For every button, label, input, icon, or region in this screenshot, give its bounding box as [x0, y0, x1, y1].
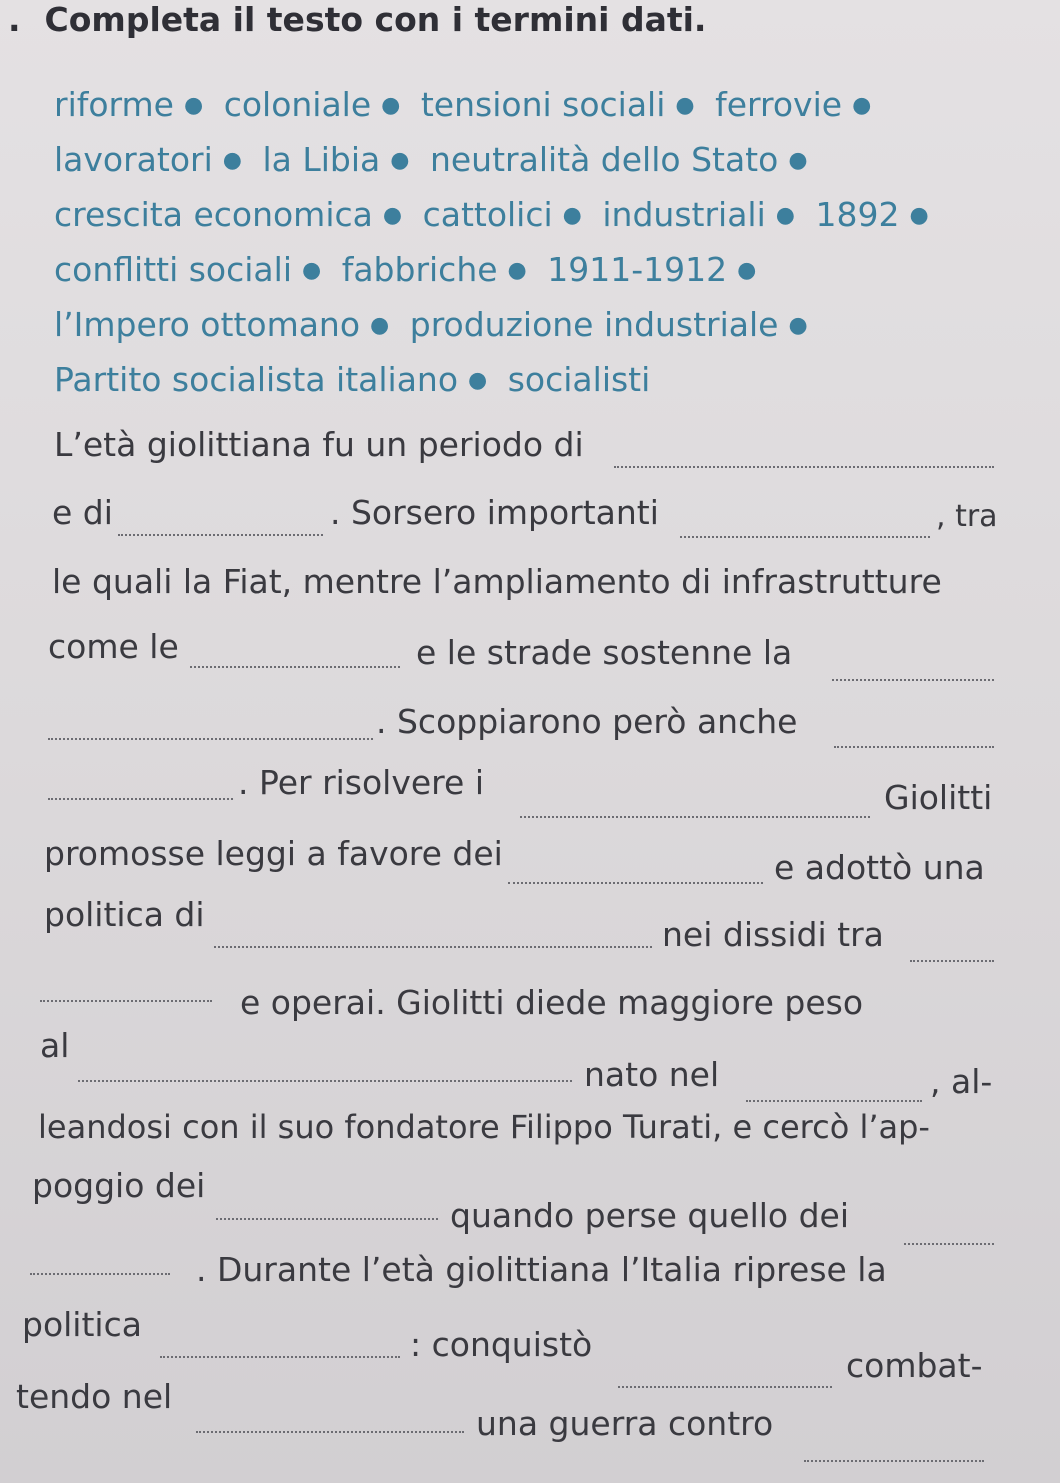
- blank-2[interactable]: [118, 534, 323, 536]
- bullet-separator-icon: ●: [222, 148, 242, 173]
- blank-16[interactable]: [216, 1218, 438, 1220]
- bullet-separator-icon: ●: [675, 93, 695, 118]
- text-line: Giolitti: [884, 778, 993, 817]
- bullet-separator-icon: ●: [468, 368, 488, 393]
- blank-19[interactable]: [160, 1356, 400, 1358]
- bullet-separator-icon: ●: [788, 148, 808, 173]
- bullet-separator-icon: ●: [852, 93, 872, 118]
- blank-1[interactable]: [614, 466, 994, 468]
- bullet-separator-icon: ●: [507, 258, 527, 283]
- blank-11[interactable]: [214, 946, 652, 948]
- blank-22[interactable]: [804, 1460, 984, 1462]
- word-bank-term: produzione industriale: [409, 305, 779, 344]
- text-line: al: [40, 1026, 70, 1065]
- word-bank-term: 1892: [815, 195, 900, 234]
- word-bank-term: Partito socialista italiano: [54, 360, 459, 399]
- word-bank-term: industriali: [602, 195, 766, 234]
- word-bank-term: tensioni sociali: [420, 85, 666, 124]
- text-line: nato nel: [584, 1055, 720, 1094]
- exercise-title: Completa il testo con i termini dati.: [44, 0, 707, 39]
- blank-17[interactable]: [904, 1243, 994, 1245]
- word-bank-term: la Libia: [262, 140, 381, 179]
- text-line: politica di: [44, 895, 205, 934]
- text-line: . Scoppiarono però anche: [376, 702, 798, 741]
- word-bank-term: neutralità dello Stato: [429, 140, 779, 179]
- text-line: , al-: [930, 1062, 993, 1101]
- word-bank-term: crescita economica: [54, 195, 373, 234]
- text-line: , tra: [936, 499, 998, 534]
- word-bank-term: riforme: [54, 85, 174, 124]
- word-bank-term: ferrovie: [715, 85, 843, 124]
- blank-15[interactable]: [746, 1100, 922, 1102]
- text-line: leandosi con il suo fondatore Filippo Turati, e cercò l’ap-: [38, 1108, 930, 1146]
- word-bank-term: coloniale: [223, 85, 372, 124]
- text-line: come le: [48, 627, 179, 666]
- word-bank-term: fabbriche: [341, 250, 498, 289]
- blank-21[interactable]: [196, 1431, 464, 1433]
- word-bank-term: l’Impero ottomano: [54, 305, 361, 344]
- blank-20[interactable]: [618, 1386, 832, 1388]
- blank-3[interactable]: [680, 536, 930, 538]
- text-line: . Sorsero importanti: [330, 493, 659, 532]
- text-line: le quali la Fiat, mentre l’ampliamento di infrastrutture: [52, 562, 942, 601]
- exercise-number: .: [8, 0, 21, 39]
- blank-8[interactable]: [48, 798, 233, 800]
- word-bank-term: socialisti: [507, 360, 651, 399]
- word-bank-term: conflitti sociali: [54, 250, 292, 289]
- text-line: e adottò una: [774, 848, 985, 887]
- text-line: e di: [52, 493, 113, 532]
- word-bank-term: lavoratori: [54, 140, 213, 179]
- blank-9[interactable]: [520, 816, 870, 818]
- text-line: e operai. Giolitti diede maggiore peso: [240, 983, 864, 1022]
- bullet-separator-icon: ●: [302, 258, 322, 283]
- bullet-separator-icon: ●: [183, 93, 204, 118]
- blank-7[interactable]: [834, 746, 994, 748]
- text-line: nei dissidi tra: [662, 915, 884, 954]
- text-line: e le strade sostenne la: [416, 633, 793, 672]
- blank-13[interactable]: [40, 1000, 212, 1002]
- word-bank-term: cattolici: [422, 195, 553, 234]
- text-line: politica: [22, 1305, 142, 1344]
- blank-5[interactable]: [832, 679, 994, 681]
- word-bank: [54, 78, 994, 408]
- bullet-separator-icon: ●: [909, 203, 929, 228]
- text-line: una guerra contro: [476, 1404, 774, 1443]
- blank-6[interactable]: [48, 738, 373, 740]
- text-line: tendo nel: [16, 1377, 173, 1416]
- exercise-heading: [8, 0, 706, 39]
- bullet-separator-icon: ●: [737, 258, 757, 283]
- text-line: L’età giolittiana fu un periodo di: [54, 425, 584, 464]
- bullet-separator-icon: ●: [562, 203, 582, 228]
- bullet-separator-icon: ●: [382, 203, 403, 228]
- blank-14[interactable]: [78, 1080, 572, 1082]
- text-line: promosse leggi a favore dei: [44, 834, 503, 873]
- bullet-separator-icon: ●: [390, 148, 410, 173]
- text-line: . Durante l’età giolittiana l’Italia riprese la: [196, 1250, 887, 1289]
- bullet-separator-icon: ●: [775, 203, 795, 228]
- blank-10[interactable]: [508, 882, 763, 884]
- blank-18[interactable]: [30, 1273, 170, 1275]
- bullet-separator-icon: ●: [370, 313, 390, 338]
- blank-12[interactable]: [910, 960, 994, 962]
- bullet-separator-icon: ●: [788, 313, 808, 338]
- bullet-separator-icon: ●: [381, 93, 401, 118]
- text-line: poggio dei: [32, 1166, 206, 1205]
- text-line: . Per risolvere i: [238, 763, 484, 802]
- word-bank-term: 1911-1912: [547, 250, 728, 289]
- blank-4[interactable]: [190, 666, 400, 668]
- text-line: quando perse quello dei: [450, 1196, 850, 1235]
- text-line: : conquistò: [410, 1325, 593, 1364]
- text-line: combat-: [846, 1346, 983, 1385]
